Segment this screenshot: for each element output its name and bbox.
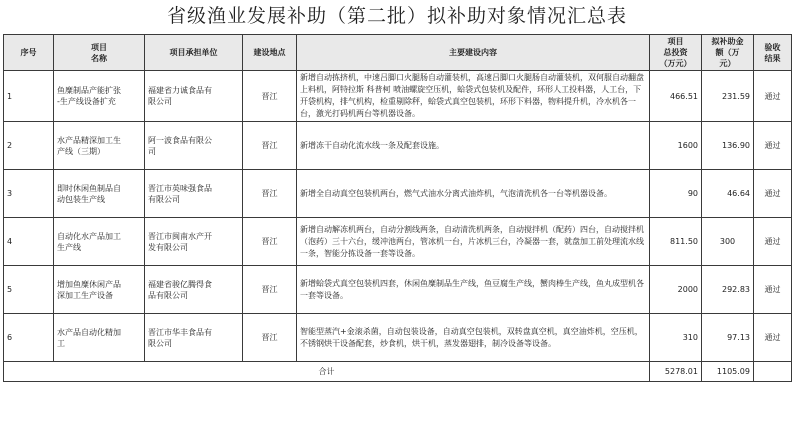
cell-result: 通过	[754, 314, 792, 362]
table-row	[4, 71, 792, 122]
cell-unit: 阿一波食品有限公 司	[145, 122, 243, 170]
cell-project-name: 水产品精深加工生 产线（三期）	[54, 122, 145, 170]
header-result: 验收 结果	[754, 35, 792, 71]
cell-seq: 2	[4, 122, 54, 170]
cell-location: 晋江	[243, 266, 297, 314]
header-seq: 序号	[4, 35, 54, 71]
cell-total-investment: 310	[650, 314, 702, 362]
cell-unit: 晋江市华丰食品有 限公司	[145, 314, 243, 362]
subsidy-summary-table	[3, 34, 792, 382]
cell-location: 晋江	[243, 122, 297, 170]
header-subsidy: 拟补助金 额（万 元）	[702, 35, 754, 71]
cell-location: 晋江	[243, 170, 297, 218]
header-location: 建设地点	[243, 35, 297, 71]
cell-seq: 3	[4, 170, 54, 218]
total-investment-sum: 5278.01	[650, 362, 702, 382]
cell-result: 通过	[754, 266, 792, 314]
cell-content: 智能型蒸汽+金滚杀菌，自动包装设备，自动真空包装机，双转盘真空机，真空油炸机，空压机，不锈钢烘干设备配套，炒食机，烘干机，蒸发器翅排，制冷设备等设备。	[297, 314, 650, 362]
cell-location: 晋江	[243, 218, 297, 266]
total-subsidy-sum: 1105.09	[702, 362, 754, 382]
table-row	[4, 266, 792, 314]
table-row	[4, 314, 792, 362]
cell-content: 新增冻干自动化流水线一条及配套设施。	[297, 122, 650, 170]
cell-total-investment: 2000	[650, 266, 702, 314]
cell-seq: 4	[4, 218, 54, 266]
cell-project-name: 自动化水产品加工 生产线	[54, 218, 145, 266]
header-unit: 项目承担单位	[145, 35, 243, 71]
cell-location: 晋江	[243, 314, 297, 362]
header-project-name: 项目 名称	[54, 35, 145, 71]
page-title: 省级渔业发展补助（第二批）拟补助对象情况汇总表	[166, 5, 627, 27]
cell-content: 新增自动拣挤机，中速吕脚口火腿肠自动灌装机，高速吕脚口火腿肠自动灌装机，双何服自动翻盘上料机，阿特拉斯 科普柯 喷油螺旋空压机，蛤袋式包装机及配件，环形人工投料器，人工台，下开袋机构，排气机构，检重剔除秤，蛤袋式真空包装机，环形下料器，物料提升机，冷水机各一台，激光打码机两台等机器设备。	[297, 71, 650, 122]
cell-project-name: 水产品自动化精加 工	[54, 314, 145, 362]
cell-result: 通过	[754, 71, 792, 122]
cell-subsidy: 292.83	[702, 266, 754, 314]
cell-project-name: 鱼糜制品产能扩张 -生产线设备扩充	[54, 71, 145, 122]
cell-subsidy: 97.13	[702, 314, 754, 362]
cell-total-investment: 466.51	[650, 71, 702, 122]
cell-seq: 6	[4, 314, 54, 362]
cell-content: 新增全自动真空包装机两台，燃气式油水分离式油炸机，气泡清洗机各一台等机器设备。	[297, 170, 650, 218]
cell-result: 通过	[754, 122, 792, 170]
cell-subsidy: 46.64	[702, 170, 754, 218]
cell-total-investment: 811.50	[650, 218, 702, 266]
cell-total-investment: 90	[650, 170, 702, 218]
table-row	[4, 218, 792, 266]
total-label: 合计	[4, 362, 650, 382]
cell-unit: 晋江市英味强食品 有限公司	[145, 170, 243, 218]
cell-result: 通过	[754, 218, 792, 266]
cell-unit: 晋江市闽南水产开 发有限公司	[145, 218, 243, 266]
cell-project-name: 增加鱼糜休闲产品 深加工生产设备	[54, 266, 145, 314]
cell-content: 新增蛤袋式真空包装机四套，休闲鱼糜制品生产线，鱼豆腐生产线，蟹肉棒生产线，鱼丸成型机各一套等设备。	[297, 266, 650, 314]
cell-subsidy: 136.90	[702, 122, 754, 170]
cell-result: 通过	[754, 170, 792, 218]
cell-content: 新增自动解冻机两台，自动分割线两条，自动清洗机两条，自动搅拌机（配药）四台，自动搅拌机（泡药）三十六台，缓冲池两台，管冰机一台，片冰机三台，冷凝器一套，就盘加工前处理流水线一条，智能分拣设备一套等设备。	[297, 218, 650, 266]
table-row	[4, 170, 792, 218]
header-total-investment: 项目 总投资 （万元）	[650, 35, 702, 71]
cell-project-name: 即时休闲鱼制品自 动包装生产线	[54, 170, 145, 218]
cell-subsidy: 231.59	[702, 71, 754, 122]
total-result-empty	[754, 362, 792, 382]
total-row	[4, 362, 792, 382]
cell-unit: 福建省骏亿腾得食 品有限公司	[145, 266, 243, 314]
header-content: 主要建设内容	[297, 35, 650, 71]
table-row	[4, 122, 792, 170]
cell-subsidy: 300	[702, 218, 754, 266]
cell-seq: 5	[4, 266, 54, 314]
cell-unit: 福建省力诚食品有 限公司	[145, 71, 243, 122]
cell-location: 晋江	[243, 71, 297, 122]
cell-total-investment: 1600	[650, 122, 702, 170]
cell-seq: 1	[4, 71, 54, 122]
table-header-row	[4, 35, 792, 71]
